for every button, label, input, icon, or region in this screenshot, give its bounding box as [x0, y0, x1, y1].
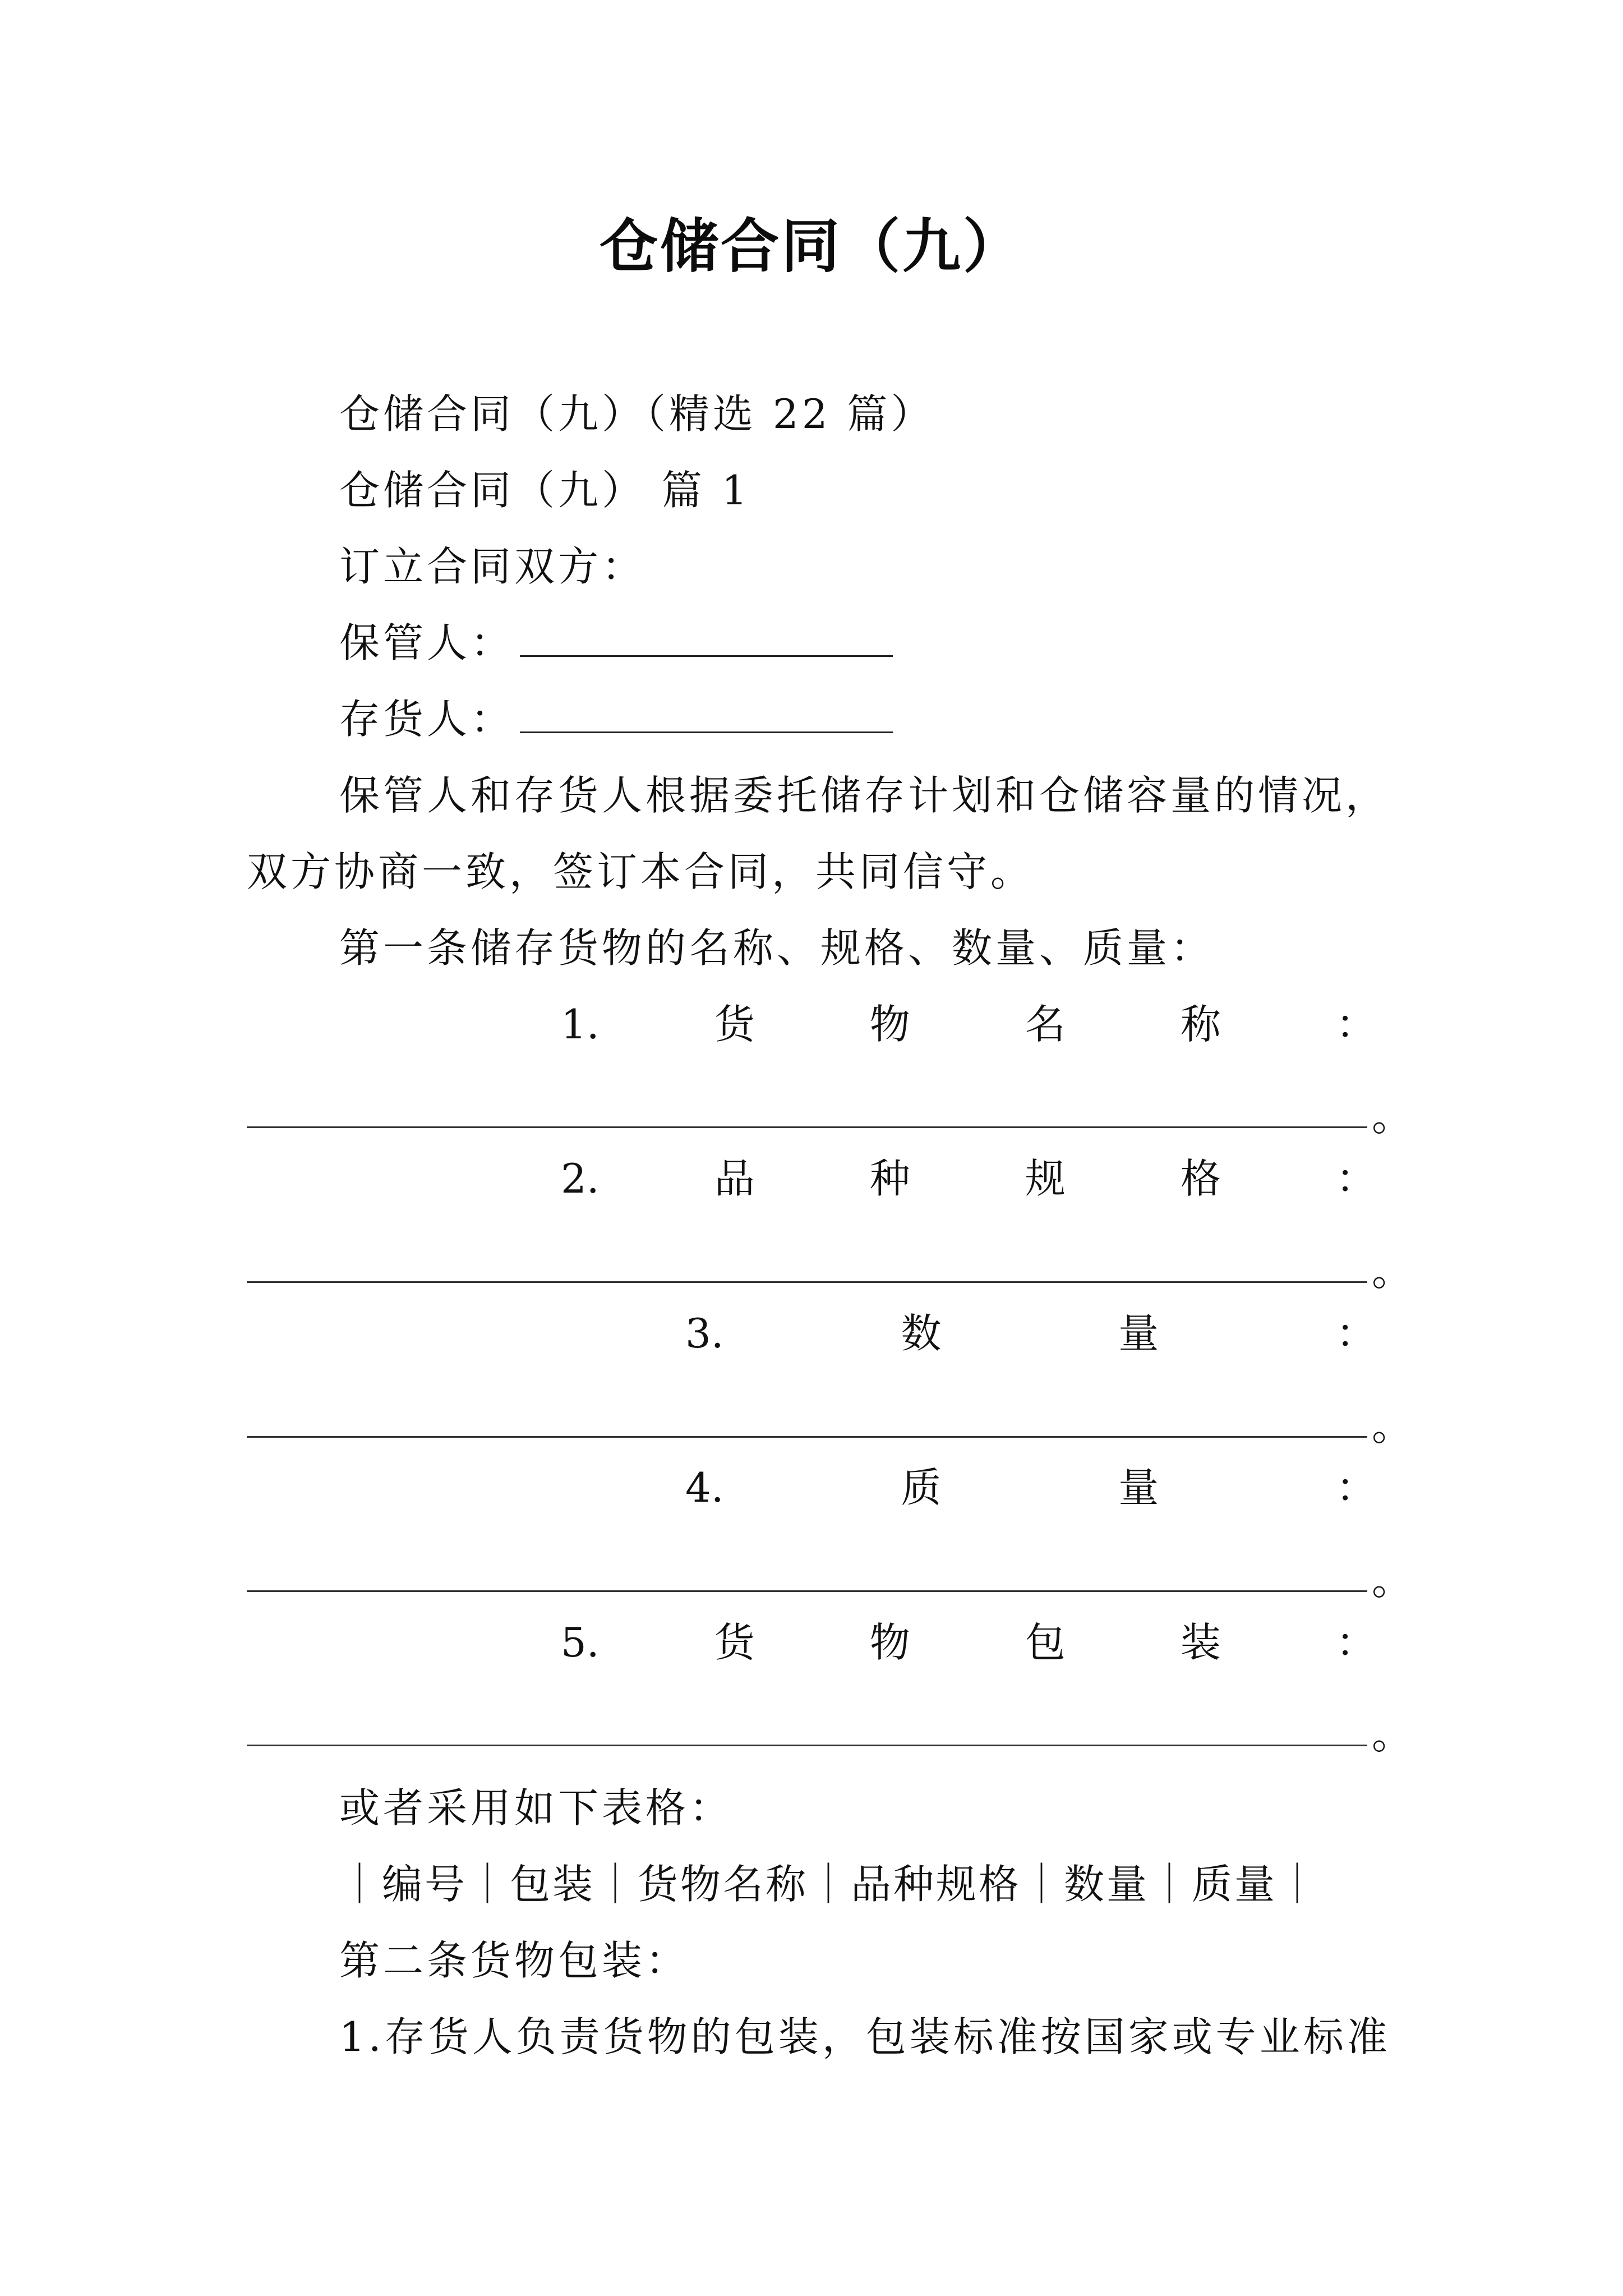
item-2-char-2: 种 [869, 1155, 910, 1202]
custodian-blank[interactable] [520, 653, 893, 657]
item-1-char-1: 货 [714, 1001, 755, 1048]
item-3-fill-line[interactable] [247, 1436, 1367, 1438]
item-4-fill-line[interactable] [247, 1590, 1367, 1592]
depositor-label: 存货人： [339, 696, 515, 743]
item-3-line [685, 1306, 1376, 1360]
table-header-row: ｜编号｜包装｜货物名称｜品种规格｜数量｜质量｜ [339, 1861, 1320, 1908]
item-5-colon: ： [1335, 1619, 1376, 1666]
item-2-char-4: 格 [1180, 1155, 1221, 1202]
subtitle: 仓储合同（九）（精选 22 篇） [339, 390, 935, 438]
item-2-number: 2. [561, 1155, 600, 1202]
item-2-char-1: 品 [714, 1155, 755, 1202]
item-1-period: 。 [1372, 1093, 1413, 1140]
item-1-number: 1. [561, 1001, 600, 1048]
item-4-colon: ： [1335, 1464, 1376, 1511]
item-2-fill-line[interactable] [247, 1281, 1367, 1283]
item-4-char-2: 量 [1118, 1464, 1159, 1511]
item-4-period: 。 [1372, 1557, 1413, 1604]
item-1-colon: ： [1335, 1001, 1376, 1048]
item-1-char-3: 名 [1025, 1001, 1066, 1048]
table-intro: 或者采用如下表格： [339, 1784, 734, 1832]
item-5-char-4: 装 [1180, 1619, 1221, 1666]
item-1-char-2: 物 [869, 1001, 910, 1048]
depositor-line [339, 692, 893, 746]
item-4-char-1: 质 [901, 1464, 942, 1511]
intro-paragraph-line1: 保管人和存货人根据委托储存计划和仓储容量的情况， [339, 772, 1390, 819]
parties-heading: 订立合同双方： [339, 543, 646, 590]
item-5-char-3: 包 [1025, 1619, 1066, 1666]
item-5-char-2: 物 [869, 1619, 910, 1666]
custodian-label: 保管人： [339, 619, 515, 666]
item-3-char-2: 量 [1118, 1310, 1159, 1357]
intro-paragraph-line2: 双方协商一致，签订本合同，共同信守。 [247, 848, 1035, 895]
item-2-period: 。 [1372, 1248, 1413, 1295]
document-title: 仓储合同（九） [599, 212, 1023, 280]
item-3-colon: ： [1335, 1310, 1376, 1357]
item-1-line [561, 997, 1376, 1051]
item-5-period: 。 [1372, 1711, 1413, 1758]
item-5-line [561, 1616, 1376, 1669]
custodian-line [339, 616, 893, 670]
section-heading: 仓储合同（九） 篇 1 [339, 467, 751, 514]
item-3-char-1: 数 [901, 1310, 942, 1357]
item-5-char-1: 货 [714, 1619, 755, 1666]
item-5-fill-line[interactable] [247, 1745, 1367, 1746]
depositor-blank[interactable] [520, 729, 893, 733]
item-2-colon: ： [1335, 1155, 1376, 1202]
item-2-line [561, 1152, 1376, 1205]
item-2-char-3: 规 [1025, 1155, 1066, 1202]
item-4-number: 4. [685, 1464, 724, 1511]
article-1-heading: 第一条储存货物的名称、规格、数量、质量： [339, 924, 1215, 972]
article-2-heading: 第二条货物包装： [339, 1937, 690, 1984]
item-3-number: 3. [685, 1310, 724, 1357]
item-1-char-4: 称 [1180, 1001, 1221, 1048]
item-3-period: 。 [1372, 1402, 1413, 1450]
item-5-number: 5. [561, 1619, 600, 1666]
article-2-item-1: 1.存货人负责货物的包装，包装标准按国家或专业标准 [339, 2013, 1391, 2060]
item-4-line [685, 1461, 1376, 1515]
item-1-fill-line[interactable] [247, 1126, 1367, 1128]
